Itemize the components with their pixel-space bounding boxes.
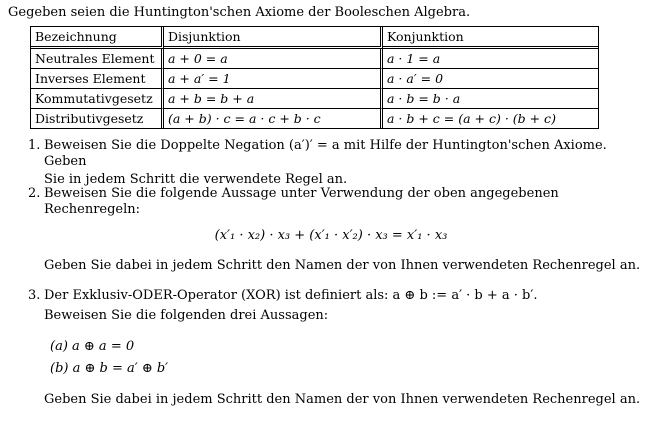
- row-name: Inverses Element: [31, 68, 164, 88]
- header-konjunktion: Konjunktion: [383, 27, 598, 49]
- header-bezeichnung: Bezeichnung: [31, 27, 164, 49]
- task-number: 2.: [28, 186, 41, 201]
- row-name: Neutrales Element: [31, 49, 164, 68]
- task-1-line-1: Beweisen Sie die Doppelte Negation (a′)′ = a mit Hilfe der Huntington'schen Axiome. Geben: [44, 138, 607, 169]
- task-1-line-2: Sie in jedem Schritt die verwendete Regel an.: [44, 172, 348, 188]
- row-disjunction: a + a′ = 1: [164, 68, 383, 88]
- task-number: 3.: [28, 288, 41, 303]
- task-3-line-1: Der Exklusiv-ODER-Operator (XOR) ist definiert als: a ⊕ b := a′ · b + a · b′.: [44, 288, 538, 303]
- row-conjunction: a · 1 = a: [387, 51, 441, 66]
- task-3-item-a: (a) a ⊕ a = 0: [50, 339, 135, 354]
- task-2-line-1: Beweisen Sie die folgende Aussage unter Verwendung der oben angegebenen Rechenregeln:: [44, 186, 559, 217]
- header-disjunktion: Disjunktion: [164, 27, 383, 49]
- task-2: [28, 186, 628, 217]
- row-conjunction: a · b + c = (a + c) · (b + c): [383, 108, 598, 128]
- row-disjunction: a + 0 = a: [164, 49, 383, 68]
- intro-text: Gegeben seien die Huntington'schen Axiome der Booleschen Algebra.: [8, 5, 471, 20]
- axiom-table: [30, 26, 599, 129]
- task-3: [28, 288, 628, 323]
- task-3-line-2: Beweisen Sie die folgenden drei Aussagen:: [44, 307, 329, 323]
- table-row: [31, 49, 598, 68]
- table-header-row: [31, 27, 598, 49]
- task-number: 1.: [28, 138, 41, 153]
- table-row: [31, 108, 598, 128]
- row-disjunction: (a + b) · c = a · c + b · c: [164, 108, 383, 128]
- task-2-formula: (x′₁ · x₂) · x₃ + (x′₁ · x′₂) · x₃ = x′₁ · x₃: [214, 228, 448, 243]
- task-2-note: Geben Sie dabei in jedem Schritt den Namen der von Ihnen verwendeten Rechenregel an.: [44, 258, 641, 273]
- row-name: Kommutativgesetz: [31, 88, 164, 108]
- table-row: [31, 68, 598, 88]
- row-disjunction: a + b = b + a: [164, 88, 383, 108]
- task-3-item-b: (b) a ⊕ b = a′ ⊕ b′: [50, 361, 169, 376]
- row-conjunction: a · a′ = 0: [383, 68, 598, 88]
- task-1: [28, 138, 628, 188]
- table-row: [31, 88, 598, 108]
- row-conjunction: a · b = b · a: [383, 88, 598, 108]
- row-name: Distributivgesetz: [31, 108, 164, 128]
- task-3-note: Geben Sie dabei in jedem Schritt den Namen der von Ihnen verwendeten Rechenregel an.: [44, 392, 641, 407]
